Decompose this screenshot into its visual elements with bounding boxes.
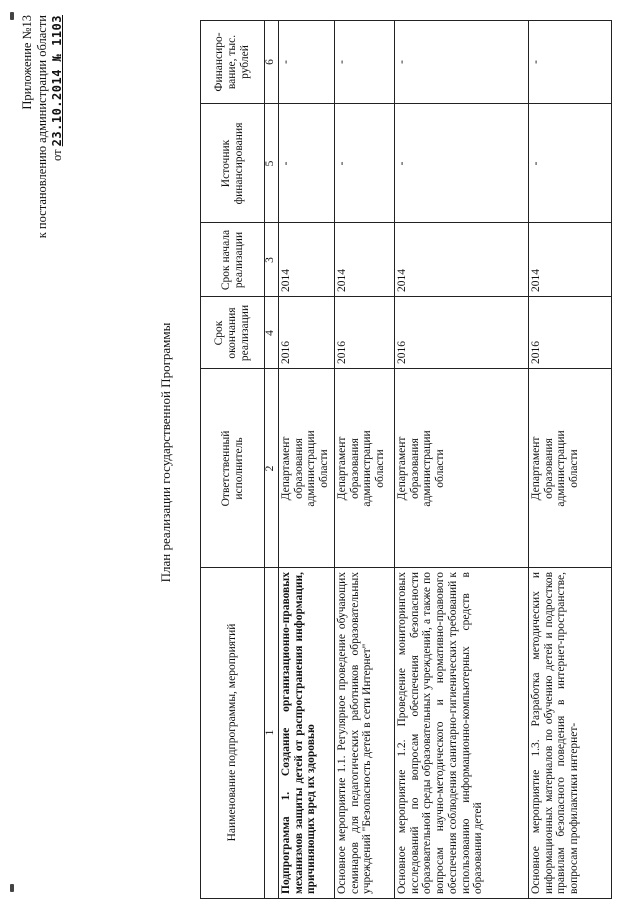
row-end: 2016 [396, 341, 408, 364]
header-end: Срок окончания реализации [213, 304, 251, 362]
row-divider [528, 21, 529, 898]
column-number: 2 [264, 465, 276, 472]
column-number: 5 [264, 160, 276, 167]
row-name-activity: Основное мероприятие 1.3. Разработка методических и информационных материалов по обучению детей и подростков правилам безопасного поведения в интернет-пространстве, вопросам профилактики интернет- [530, 572, 581, 894]
row-source: - [336, 161, 348, 166]
row-executor: Департамент образования администрации области [280, 430, 331, 507]
date-prefix: от [50, 149, 64, 162]
column-divider [201, 222, 611, 223]
column-number: 3 [264, 257, 276, 263]
row-start: 2014 [336, 269, 348, 292]
column-number: 4 [264, 330, 276, 336]
column-number: 1 [264, 729, 276, 736]
plan-title: План реализации государственной Программы [158, 322, 173, 583]
appendix-block [20, 15, 65, 305]
column-divider [201, 296, 611, 297]
row-end: 2016 [280, 341, 292, 364]
appendix-reference: к постановлению администрации области [35, 15, 49, 239]
header-source: Источник финансирования [219, 122, 245, 205]
row-start: 2014 [396, 269, 408, 292]
column-divider [201, 103, 611, 104]
row-divider [278, 21, 279, 898]
row-end: 2016 [336, 341, 348, 364]
row-financing: - [530, 60, 542, 64]
row-end: 2016 [530, 341, 542, 364]
row-executor: Департамент образования администрации области [530, 430, 581, 507]
appendix-number: Приложение №13 [20, 15, 34, 110]
date-value: 23.10.2014 № 1103 [50, 15, 64, 147]
row-name-activity: Основное мероприятие 1.2. Проведение мониторинговых исследований по вопросам обеспечения безопасности образовательной среды образовательных учреждений, а также по вопросам научно-методического и нормативно-правового обеспечения соблюдения санитарно-гигиенических требований к использованию информационно-компьютерных средств в образовании детей [396, 572, 485, 894]
row-name-subprogram: Подпрограмма 1. Создание организационно-правовых механизмов защиты детей от распространения информации, причиняющих вред их здоровью [280, 572, 318, 894]
row-executor: Департамент образования администрации области [396, 430, 447, 507]
row-financing: - [396, 60, 408, 64]
row-start: 2014 [280, 269, 292, 292]
row-financing: - [336, 60, 348, 64]
header-financing: Финансиро-вание, тыс. рублей [213, 32, 251, 92]
row-name-activity: Основное мероприятие 1.1. Регулярное проведение обучающих семинаров для педагогических работников образовательных учреждений "Безопасность детей в сети Интернет" [336, 572, 374, 894]
appendix-date [50, 15, 65, 161]
column-divider [201, 368, 611, 369]
row-divider [394, 21, 395, 898]
plan-table [200, 20, 612, 899]
row-executor: Департамент образования администрации области [336, 430, 387, 507]
column-number: 6 [264, 59, 276, 65]
row-source: - [280, 161, 292, 166]
header-name: Наименование подпрограммы, мероприятий [226, 623, 239, 842]
header-executor: Ответственный исполнитель [219, 430, 245, 507]
row-source: - [530, 161, 542, 166]
row-start: 2014 [530, 269, 542, 292]
row-divider [334, 21, 335, 898]
column-divider [201, 567, 611, 568]
row-source: - [396, 161, 408, 166]
header-start: Срок начала реализации [219, 229, 245, 291]
row-financing: - [280, 60, 292, 64]
